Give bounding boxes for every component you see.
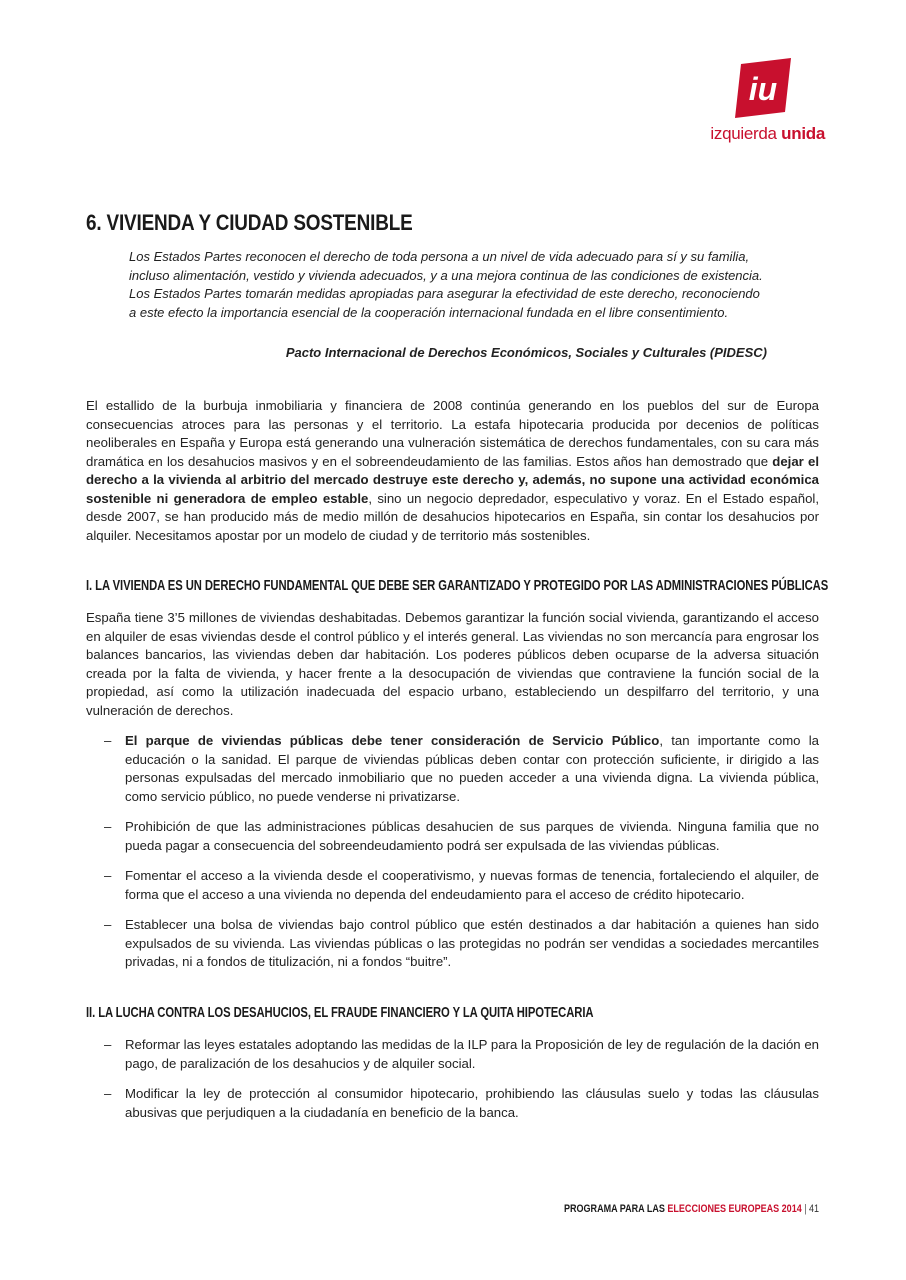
logo-mark-text: iu xyxy=(748,71,778,107)
bullet-text: Reformar las leyes estatales adoptando las medidas de la ILP para la Proposición de ley de regulación de la dación en pago, de paralización de los desahucios y de alquiler social. xyxy=(125,1037,819,1071)
intro-paragraph xyxy=(86,397,819,545)
list-item xyxy=(104,1085,819,1122)
intro-text-1: El estallido de la burbuja inmobiliaria y financiera de 2008 continúa generando en los pueblos del sur de Europa consecuencias atroces para las personas y el territorio. La estafa hipotecaria producida por decenios de políticas neoliberales en España y Europa está generando una vulneración sistemática de derechos fundamentales, con su cara más dramática en los desahucios masivos y en el sobreendeudamiento de las familias. Estos años han demostrado que xyxy=(86,398,819,469)
subsection-2-title: II. LA LUCHA CONTRA LOS DESAHUCIOS, EL FRAUDE FINANCIERO Y LA QUITA HIPOTECARIA xyxy=(86,1004,594,1021)
bullet-dash: – xyxy=(104,1086,112,1101)
logo-name-bold: unida xyxy=(781,124,825,143)
intro-text-bold: dejar el derecho a la vivienda al arbitrio del mercado destruye este derecho y, además, no supone una actividad económica sostenible ni generadora de empleo estable xyxy=(86,453,819,506)
footer-separator: | xyxy=(804,1203,807,1215)
page-number: 41 xyxy=(808,1203,819,1215)
bullet-text: Fomentar el acceso a la vivienda desde el cooperativismo, y nuevas formas de tenencia, fortaleciendo el alquiler, de forma que el acceso a una vivienda no dependa del endeudamiento para el acceso de crédito hipotecario. xyxy=(125,868,819,902)
party-logo xyxy=(700,58,830,148)
footer-accent: ELECCIONES EUROPEAS 2014 xyxy=(667,1203,802,1215)
iu-logo-mark xyxy=(733,58,793,118)
list-item xyxy=(104,867,819,904)
list-item xyxy=(104,1036,819,1073)
bullet-text: Modificar la ley de protección al consumidor hipotecario, prohibiendo las cláusulas suelo y todas las cláusulas abusivas que perjudiquen a la ciudadanía en beneficio de la banca. xyxy=(125,1086,819,1120)
bullet-dash: – xyxy=(104,819,112,834)
subsection-1-title: I. LA VIVIENDA ES UN DERECHO FUNDAMENTAL QUE DEBE SER GARANTIZADO Y PROTEGIDO POR LAS ADMINISTRACIONES PÚBLICAS xyxy=(86,577,829,594)
bullet-text: , tan importante como la educación o la sanidad. El parque de viviendas públicas deben contar con protección suficiente, ir dirigido a las personas expulsadas del mercado inmobiliario que no pueden acceder a una vivienda digna. La vivienda pública, como servicio público, no puede venderse ni privatizarse. xyxy=(125,733,819,804)
bullet-dash: – xyxy=(104,917,112,932)
bullet-dash: – xyxy=(104,733,112,748)
epigraph-quote: Los Estados Partes reconocen el derecho de toda persona a un nivel de vida adecuado para sí y su familia, incluso alimentación, vestido y vivienda adecuados, y a una mejora continua de las condiciones de existencia. Los Estados Partes tomarán medidas apropiadas para asegurar la efectividad de este derecho, reconociendo a este efecto la importancia esencial de la cooperación internacional fundada en el libre consentimiento. xyxy=(129,249,763,320)
footer-prefix: PROGRAMA PARA LAS xyxy=(563,1203,668,1215)
list-item xyxy=(104,818,819,855)
page-footer xyxy=(564,1203,819,1215)
epigraph-source: Pacto Internacional de Derechos Económicos, Sociales y Culturales (PIDESC) xyxy=(285,345,767,360)
subsection-1-paragraph: España tiene 3’5 millones de viviendas deshabitadas. Debemos garantizar la función social vivienda, garantizando el acceso en alquiler de esas viviendas desde el control público y el interés general. Las viviendas no son mercancía para engrosar los balances bancarios, las viviendas deben dar habitación. Los poderes públicos deben ocuparse de la adversa situación creada por la falta de vivienda, y hacer frente a la desocupación de viviendas que contraviene la función social de la propiedad, así como la utilización inadecuada del espacio urbano, estableciendo un despilfarro del territorio, y una vulneración de derechos. xyxy=(86,610,819,718)
intro-text-2: , sino un negocio depredador, especulativo y voraz. En el Estado español, desde 2007, se han producido más de medio millón de desahucios hipotecarios en España, sin contar los desahucios por alquiler. Necesitamos apostar por un modelo de ciudad y de territorio más sostenibles. xyxy=(86,490,820,543)
logo-name-regular: izquierda xyxy=(710,124,777,143)
bullet-dash: – xyxy=(104,868,112,883)
bullet-bold-text: El parque de viviendas públicas debe tener consideración de Servicio Público xyxy=(125,733,660,748)
list-item xyxy=(104,916,819,972)
list-item xyxy=(104,732,819,806)
bullet-text: Establecer una bolsa de viviendas bajo control público que estén destinados a dar habitación a quienes han sido expulsados de su vivienda. Las viviendas públicas o las protegidas no podrán ser vendidas a sociedades mercantiles privadas, ni a fondos de titulización, ni a fondos “buitre”. xyxy=(125,917,819,969)
bullet-dash: – xyxy=(104,1037,112,1052)
logo-wordmark xyxy=(700,124,825,144)
section-title: 6. VIVIENDA Y CIUDAD SOSTENIBLE xyxy=(86,210,413,235)
bullet-text: Prohibición de que las administraciones públicas desahucien de sus parques de vivienda. Ninguna familia que no pueda pagar a consecuencia del sobreendeudamiento podrá ser expulsada de las viviendas públicas. xyxy=(125,819,819,853)
